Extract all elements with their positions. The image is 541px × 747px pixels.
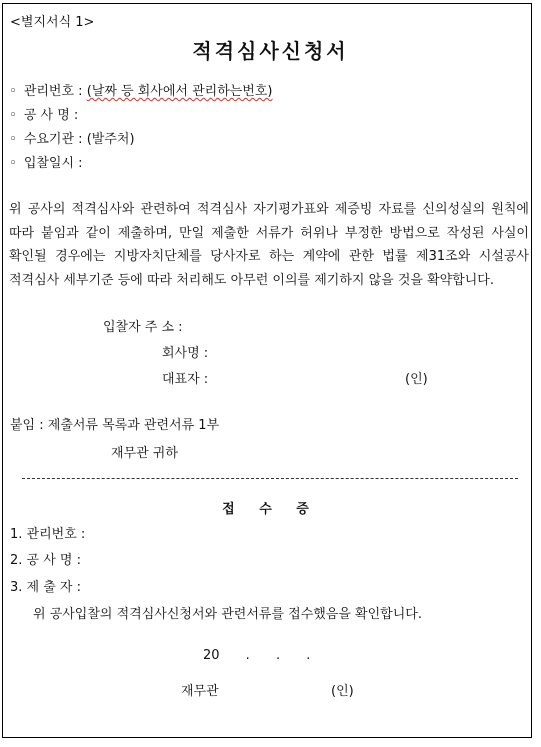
bullet: ◦ bbox=[9, 132, 17, 147]
field-value: (발주처) bbox=[86, 132, 135, 147]
bidder-seal: (인) bbox=[405, 372, 428, 387]
field-project-name bbox=[9, 108, 78, 124]
receipt-item-management-number: 1. 관리번호 : bbox=[10, 527, 86, 542]
bidder-address-label: 입찰자 주 소 : bbox=[103, 320, 183, 335]
receipt-seal: (인) bbox=[331, 684, 354, 699]
field-label: 수요기관 : bbox=[23, 132, 83, 147]
pledge-paragraph: 위 공사의 적격심사와 관련하여 적격심사 자기평가표와 제증빙 자료를 신의성실의 원칙에 따라 붙임과 같이 제출하며, 만일 제출한 서류가 허위나 부정한 방법으로 작성된 사실이 확인될 경우에는 지방자치단체를 당사자로 하는 계약에 관한 법률 제31조와 시설공사 적격심사 세부기준 등에 따라 처리해도 아무런 이의를 제기하지 않을 것을 확약합니다. bbox=[9, 202, 529, 288]
field-label: 공 사 명 : bbox=[23, 108, 79, 123]
form-label: <별지서식 1> bbox=[10, 15, 95, 30]
cut-line-divider bbox=[22, 478, 518, 479]
document-frame bbox=[2, 3, 532, 738]
bidder-company-label: 회사명 : bbox=[162, 346, 209, 361]
addressee: 재무관 귀하 bbox=[111, 446, 178, 461]
field-label: 입찰일시 : bbox=[23, 156, 83, 171]
receipt-title: 접 수 증 bbox=[222, 502, 319, 517]
bidder-representative-label: 대표자 : bbox=[162, 372, 209, 387]
receipt-item-submitter: 3. 제 출 자 : bbox=[10, 580, 81, 595]
field-bid-datetime bbox=[9, 156, 83, 172]
receipt-item-project-name: 2. 공 사 명 : bbox=[10, 553, 81, 568]
field-value: (날짜 등 회사에서 관리하는번호) bbox=[86, 84, 273, 99]
field-management-number bbox=[9, 84, 273, 100]
receipt-signer: 재무관 bbox=[181, 684, 219, 699]
field-label: 관리번호 : bbox=[23, 84, 83, 99]
page-title: 적격심사신청서 bbox=[192, 39, 349, 63]
bullet: ◦ bbox=[9, 84, 17, 99]
receipt-confirmation-text: 위 공사입찰의 적격심사신청서와 관련서류를 접수했음을 확인합니다. bbox=[33, 607, 422, 622]
attachment-line: 붙임 : 제출서류 목록과 관련서류 1부 bbox=[10, 418, 220, 433]
field-demand-agency bbox=[9, 132, 135, 148]
bullet: ◦ bbox=[9, 108, 17, 123]
receipt-date: 20 . . . bbox=[203, 648, 311, 663]
bullet: ◦ bbox=[9, 156, 17, 171]
